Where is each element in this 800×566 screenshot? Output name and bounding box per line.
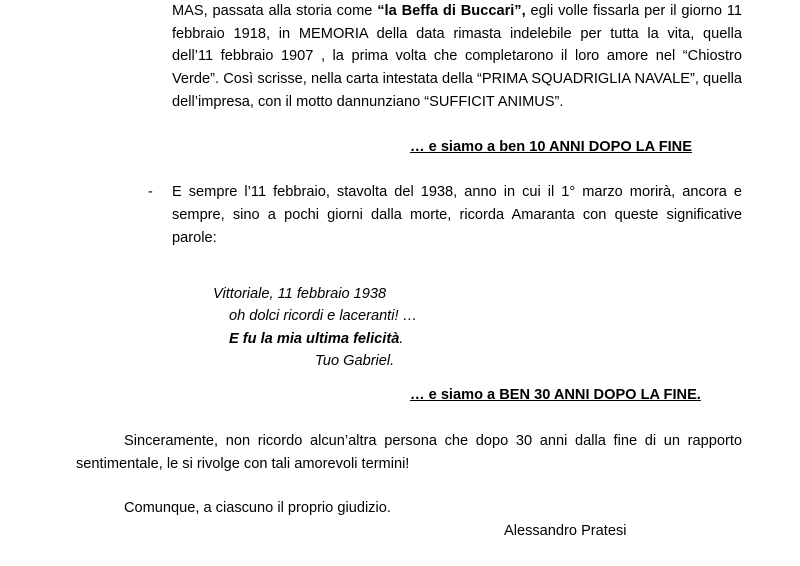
bold-text-run: “la Beffa di Buccari”, — [377, 3, 526, 19]
section-heading: … e siamo a BEN 30 ANNI DOPO LA FINE. — [410, 387, 701, 403]
paragraph-line: febbraio 1918, in MEMORIA della data rimasta indelebile per tutta la vita, quella — [172, 26, 742, 42]
bullet-line: parole: — [172, 230, 217, 246]
bullet-dash: - — [148, 184, 153, 200]
text-run: MAS, passata alla storia come — [172, 3, 378, 19]
paragraph-line: Verde”. Così scrisse, nella carta intestata della “PRIMA SQUADRIGLIA NAVALE”, quella — [172, 71, 742, 87]
quote-line — [229, 329, 403, 349]
text-run: egli volle fissarla per il giorno 11 — [525, 3, 743, 19]
bullet-line: sempre, sino a pochi giorni dalla morte, ricorda Amaranta con queste significative — [172, 207, 742, 223]
paragraph-line — [172, 1, 742, 21]
paragraph-line: dell’11 febbraio 1907 , la prima volta che completarono il loro amore nel “Chiostro — [172, 48, 742, 64]
quote-period: . — [399, 331, 404, 347]
quote-signature: Tuo Gabriel. — [315, 353, 395, 369]
bullet-line: E sempre l’11 febbraio, stavolta del 1938, anno in cui il 1° marzo morirà, ancora e — [172, 184, 742, 200]
section-heading: … e siamo a ben 10 ANNI DOPO LA FINE — [410, 139, 692, 155]
quote-line: oh dolci ricordi e laceranti! … — [229, 308, 418, 324]
closing-line: Comunque, a ciascuno il proprio giudizio. — [124, 500, 391, 516]
paragraph-line: dell’impresa, con il motto dannunziano “SUFFICIT ANIMUS”. — [172, 94, 564, 110]
bold-quote-text: E fu la mia ultima felicità — [229, 331, 400, 347]
paragraph-line: sentimentale, le si rivolge con tali amorevoli termini! — [76, 456, 410, 472]
paragraph-line: Sinceramente, non ricordo alcun’altra persona che dopo 30 anni dalla fine di un rapporto — [124, 433, 742, 449]
author-signature: Alessandro Pratesi — [504, 523, 627, 539]
quote-place-date: Vittoriale, 11 febbraio 1938 — [213, 286, 387, 302]
